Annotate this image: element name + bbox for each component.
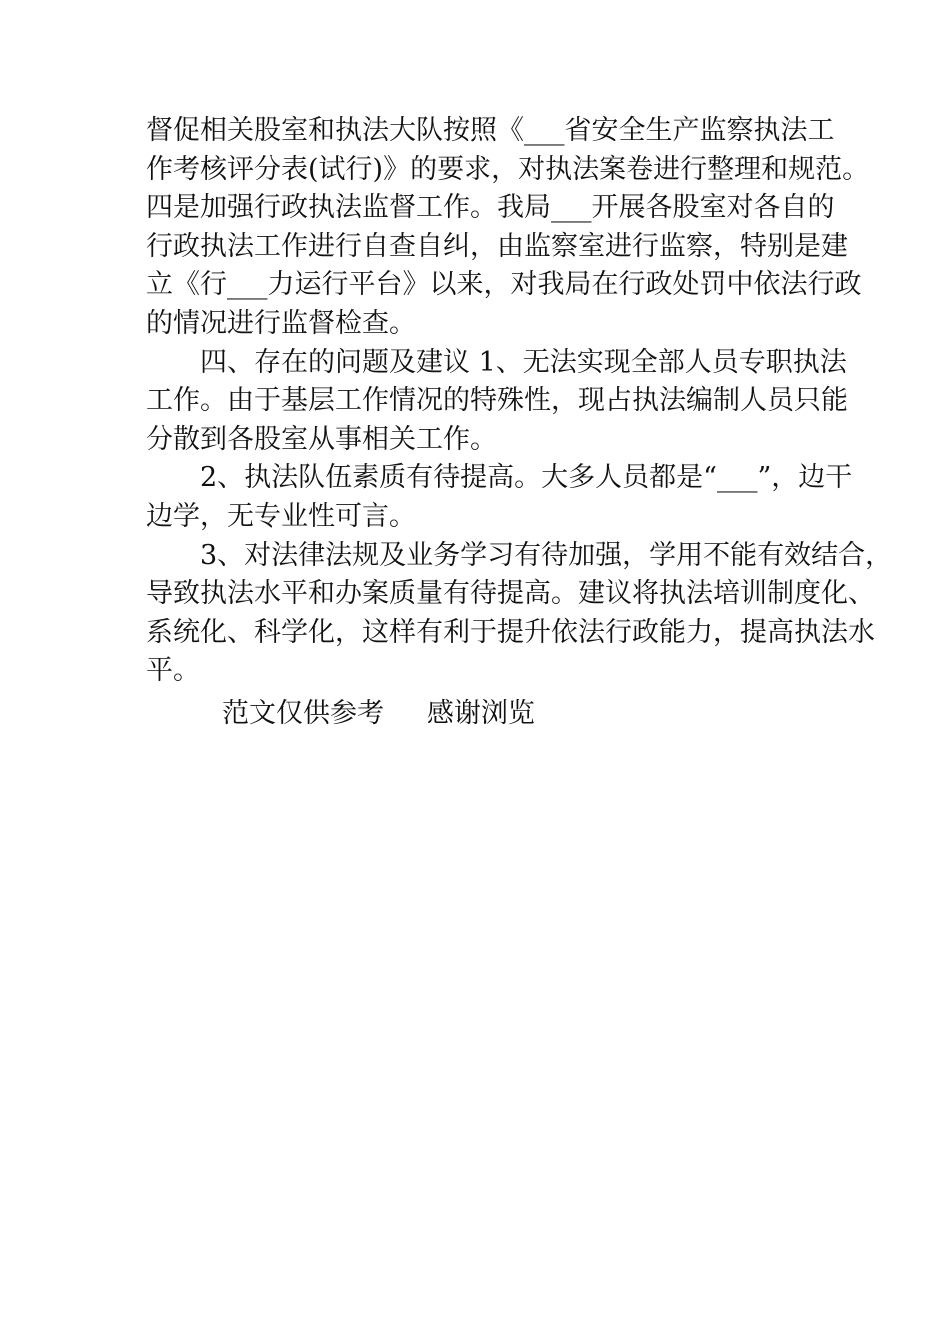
text-line: 的情况进行监督检查。: [146, 307, 416, 339]
text-line: 导致执法水平和办案质量有待提高。建议将执法培训制度化、: [146, 578, 875, 610]
text-line: 边学，无专业性可言。: [146, 500, 416, 532]
paragraph-start-line: 2、执法队伍素质有待提高。大多人员都是“___”，边干: [200, 462, 853, 494]
closing-left-text: 范文仅供参考: [222, 698, 384, 729]
text-line: 工作。由于基层工作情况的特殊性，现占执法编制人员只能: [146, 385, 848, 417]
text-line: 作考核评分表(试行)》的要求，对执法案卷进行整理和规范。: [146, 153, 870, 185]
text-line: 系统化、科学化，这样有利于提升依法行政能力，提高执法水: [146, 616, 875, 648]
text-line: 分散到各股室从事相关工作。: [146, 423, 497, 455]
text-line: 立《行___力运行平台》以来，对我局在行政处罚中依法行政: [146, 269, 862, 301]
closing-right-text: 感谢浏览: [426, 698, 535, 729]
text-line: 行政执法工作进行自查自纠，由监察室进行监察，特别是建: [146, 230, 848, 262]
text-line: 四是加强行政执法监督工作。我局___开展各股室对各自的: [146, 192, 835, 224]
body-text: [146, 112, 893, 691]
text-line: 平。: [146, 655, 200, 687]
closing-note: [222, 695, 535, 733]
paragraph-heading-line: 四、存在的问题及建议 1、无法实现全部人员专职执法: [200, 346, 847, 378]
text-line: 督促相关股室和执法大队按照《___省安全生产监察执法工: [146, 115, 835, 146]
paragraph-start-line: 3、对法律法规及业务学习有待加强，学用不能有效结合，: [200, 539, 893, 571]
